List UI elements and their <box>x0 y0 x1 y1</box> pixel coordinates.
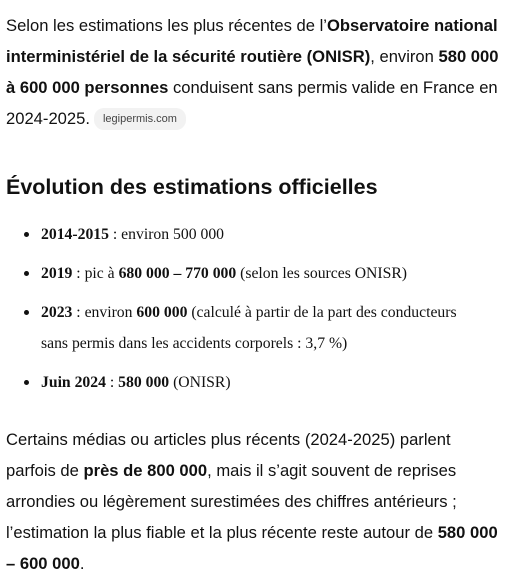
list-item-text: : pic à <box>72 265 119 282</box>
section-heading: Évolution des estimations officielles <box>6 175 378 199</box>
outro-text-1: Certains médias ou articles plus récents (2024-2025) parlent parfois de <box>6 430 451 480</box>
list-item-year: 2023 <box>41 304 73 321</box>
list-item-bold-value: 680 000 – 770 000 <box>118 265 237 282</box>
outro-bold-estimate: 580 000 – 600 000 <box>6 523 498 573</box>
outro-paragraph <box>6 424 502 579</box>
intro-text-3: conduisent sans permis valide en France en 2024-2025. <box>6 78 498 128</box>
list-item-text: : environ 500 000 <box>108 226 225 243</box>
list-item-bold-value: 580 000 <box>118 374 170 391</box>
bullet-icon <box>24 380 29 385</box>
list-item <box>41 297 506 359</box>
list-item <box>41 219 506 250</box>
estimates-list <box>0 219 506 406</box>
bullet-icon <box>24 232 29 237</box>
list-item-text: : <box>105 374 119 391</box>
intro-paragraph <box>6 10 506 134</box>
intro-text-2: , environ <box>370 47 439 66</box>
list-item <box>41 367 506 398</box>
list-item-rest: (ONISR) <box>169 374 231 391</box>
outro-bold-800k: près de 800 000 <box>83 461 208 480</box>
intro-text-1: Selon les estimations les plus récentes de l’ <box>6 16 327 35</box>
list-item <box>41 258 506 289</box>
list-item-year: Juin 2024 <box>41 374 106 391</box>
intro-bold-onisr: Observatoire national interministériel de la sécurité routière (ONISR) <box>6 16 498 66</box>
list-item-rest: (calculé à partir de la part des conducteurs <box>187 304 457 321</box>
list-item-year: 2014-2015 <box>41 226 109 243</box>
list-item-rest-line2: sans permis dans les accidents corporels : 3,7 %) <box>41 335 348 352</box>
list-item-bold-value: 600 000 <box>136 304 188 321</box>
source-chip-legipermis[interactable]: legipermis.com <box>94 108 186 130</box>
intro-bold-estimate: 580 000 à 600 000 personnes <box>6 47 499 97</box>
bullet-icon <box>24 271 29 276</box>
bullet-icon <box>24 310 29 315</box>
outro-text-3: . <box>79 554 85 573</box>
outro-text-2: , mais il s’agit souvent de reprises arrondies ou légèrement surestimées des chiffres antérieurs ; l’estimation la plus fiable et la plus récente reste autour de <box>6 461 457 542</box>
list-item-text: : environ <box>72 304 137 321</box>
list-item-rest: (selon les sources ONISR) <box>236 265 408 282</box>
list-item-year: 2019 <box>41 265 73 282</box>
